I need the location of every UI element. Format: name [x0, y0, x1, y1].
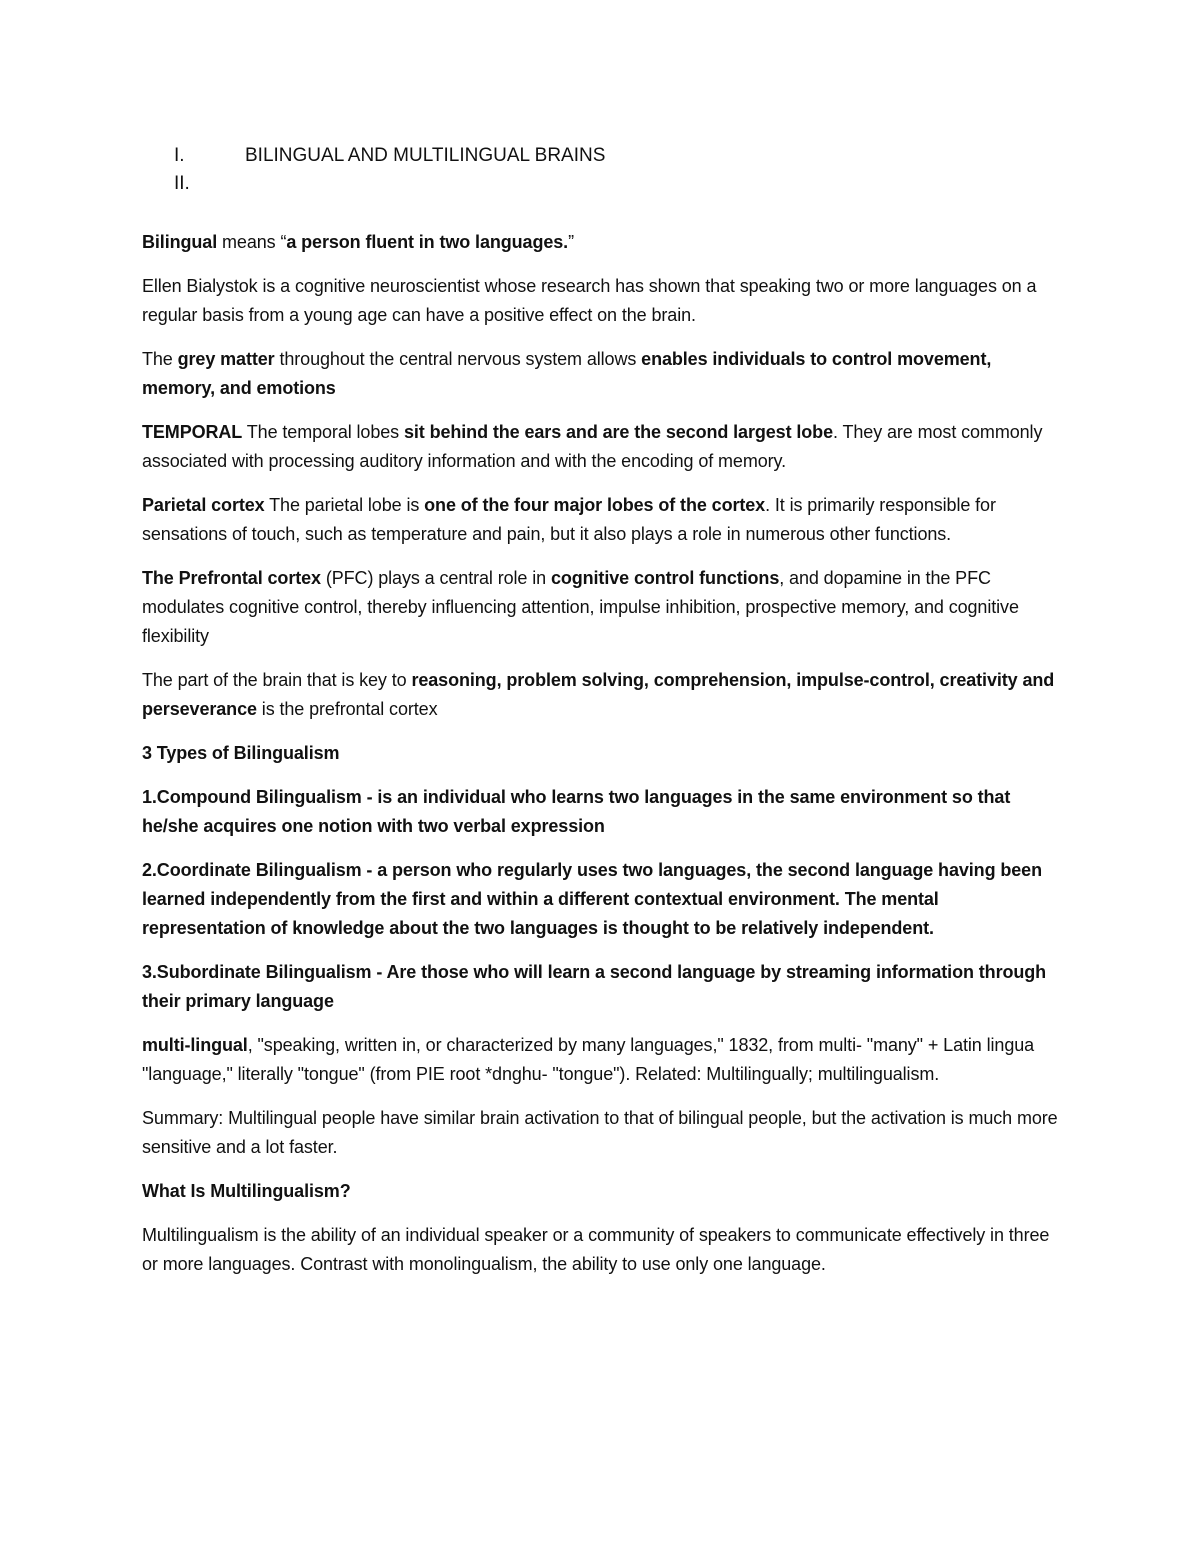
paragraph-text: is the prefrontal cortex: [256, 699, 438, 719]
paragraph-text: The: [142, 349, 178, 369]
heading-item: [142, 170, 1060, 198]
paragraph-compound: [142, 783, 1060, 841]
emphasis-text: cognitive control functions: [550, 568, 780, 588]
paragraph-text: means “: [217, 232, 287, 252]
paragraph-text: The parietal lobe is: [264, 495, 425, 515]
paragraph-text: 2.Coordinate Bilingualism - a person who regularly uses two languages, the second language having been learned independently from the first and within a different contextual environment. The mental representation of knowledge about the two languages is thought to be relatively independent.: [142, 860, 1042, 938]
section-heading-multilingualism: [142, 1177, 1060, 1206]
paragraph-text: , and dopamine in the PFC modulates cognitive control, thereby influencing attention, impulse inhibition, prospective memory, and cognitive flexibility: [142, 568, 1019, 646]
term-prefrontal-cortex: The Prefrontal cortex: [142, 568, 321, 588]
paragraph-subordinate: [142, 958, 1060, 1016]
paragraph-text: 3 Types of Bilingualism: [142, 743, 340, 763]
definition-text: a person fluent in two languages.: [286, 232, 569, 252]
paragraph-text: Summary: Multilingual people have similar brain activation to that of bilingual people, but the activation is much more sensitive and a lot faster.: [142, 1108, 1058, 1157]
paragraph-text: . They are most commonly associated with processing auditory information and with the encoding of memory.: [142, 422, 1043, 471]
term-bilingual: Bilingual: [142, 232, 218, 252]
paragraph-text: Multilingualism is the ability of an individual speaker or a community of speakers to communicate effectively in three or more languages. Contrast with monolingualism, the ability to use only one language.: [142, 1225, 1050, 1274]
paragraph-multilingualism-definition: [142, 1221, 1060, 1279]
paragraph-text: What Is Multilingualism?: [142, 1181, 351, 1201]
emphasis-text: one of the four major lobes of the cortex: [424, 495, 766, 515]
paragraph-parietal: [142, 491, 1060, 549]
document-title: BILINGUAL AND MULTILINGUAL BRAINS: [245, 145, 606, 166]
heading-list: [142, 142, 1060, 198]
emphasis-text: reasoning, problem solving, comprehension, impulse-control, creativity and perseverance: [142, 670, 1055, 719]
paragraph-bilingual-definition: [142, 228, 1060, 257]
paragraph-temporal: [142, 418, 1060, 476]
paragraph-prefrontal: [142, 564, 1060, 651]
term-temporal: TEMPORAL: [142, 422, 243, 442]
paragraph-coordinate: [142, 856, 1060, 943]
section-heading-types: [142, 739, 1060, 768]
paragraph-text: , "speaking, written in, or characterized by many languages," 1832, from multi- "many" + Latin lingua "language," literally "tongue" (from PIE root *dnghu- "tongue"). Related: Multilingually; multilingualism.: [142, 1035, 1035, 1084]
heading-number: II.: [174, 173, 190, 194]
paragraph-text: (PFC) plays a central role in: [320, 568, 551, 588]
paragraph-text: . It is primarily responsible for sensations of touch, such as temperature and pain, but it also plays a role in numerous other functions.: [142, 495, 996, 544]
paragraph-brain-key: [142, 666, 1060, 724]
term-multi-lingual: multi-lingual: [142, 1035, 248, 1055]
paragraph-text: The part of the brain that is key to: [142, 670, 412, 690]
heading-number: I.: [174, 145, 185, 166]
term-parietal-cortex: Parietal cortex: [142, 495, 265, 515]
paragraph-summary: [142, 1104, 1060, 1162]
paragraph-text: throughout the central nervous system allows: [274, 349, 642, 369]
term-grey-matter: grey matter: [177, 349, 275, 369]
paragraph-text: 3.Subordinate Bilingualism - Are those who will learn a second language by streaming information through their primary language: [142, 962, 1047, 1011]
paragraph-bialystok: [142, 272, 1060, 330]
paragraph-text: ”: [568, 232, 574, 252]
paragraph-text: The temporal lobes: [242, 422, 404, 442]
paragraph-text: Ellen Bialystok is a cognitive neuroscientist whose research has shown that speaking two or more languages on a regular basis from a young age can have a positive effect on the brain.: [142, 276, 1037, 325]
emphasis-text: sit behind the ears and are the second largest lobe: [403, 422, 833, 442]
paragraph-text: 1.Compound Bilingualism - is an individual who learns two languages in the same environment so that he/she acquires one notion with two verbal expression: [142, 787, 1011, 836]
paragraph-grey-matter: [142, 345, 1060, 403]
emphasis-text: enables individuals to control movement, memory, and emotions: [142, 349, 992, 398]
heading-item: [142, 142, 1060, 170]
paragraph-multilingual-etymology: [142, 1031, 1060, 1089]
